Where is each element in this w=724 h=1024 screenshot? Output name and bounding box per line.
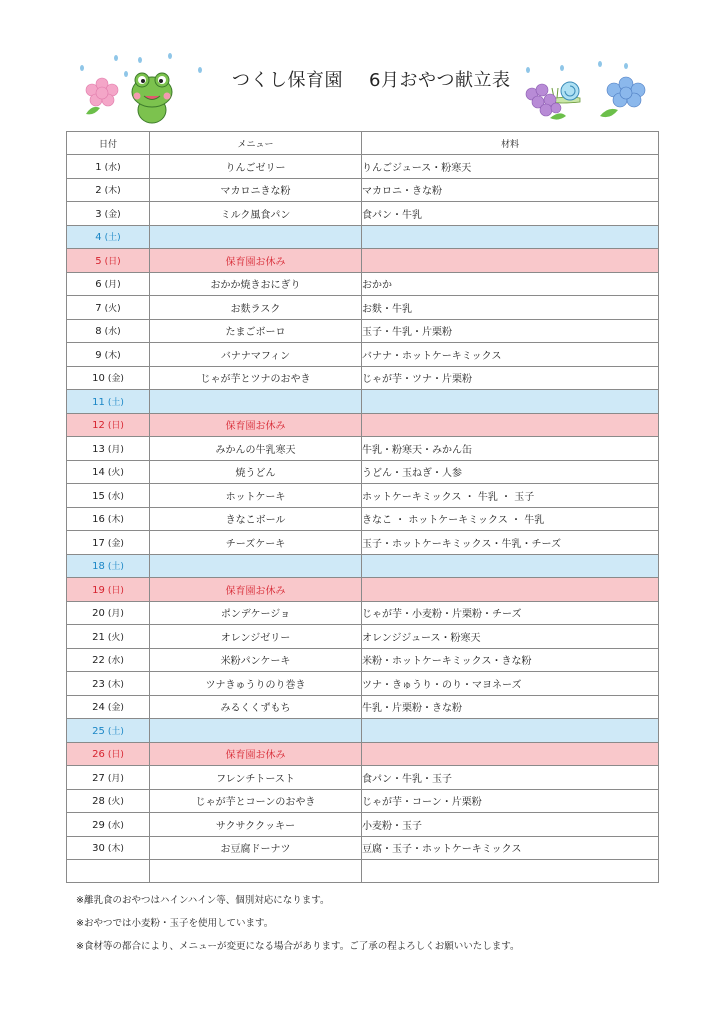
- date-cell: [67, 413, 150, 437]
- materials-cell: [362, 413, 659, 437]
- date-cell: [67, 319, 150, 343]
- day-of-week: (月): [107, 609, 124, 620]
- table-row: [67, 695, 659, 719]
- menu-cell: フレンチトースト: [150, 766, 362, 790]
- menu-cell: [150, 225, 362, 249]
- date-cell: [67, 719, 150, 743]
- menu-cell: 保育園お休み: [150, 413, 362, 437]
- materials-cell: お麩・牛乳: [362, 296, 659, 320]
- table-row: [67, 413, 659, 437]
- materials-cell: きなこ ・ ホットケーキミックス ・ 牛乳: [362, 507, 659, 531]
- date-cell: [67, 648, 150, 672]
- date-cell: [67, 460, 150, 484]
- table-row: [67, 742, 659, 766]
- menu-cell: ポンデケージョ: [150, 601, 362, 625]
- menu-cell: きなこボール: [150, 507, 362, 531]
- note-line: ※食材等の都合により、メニューが変更になる場合があります。ご了承の程よろしくお願いいたします。: [76, 941, 520, 952]
- menu-cell: 保育園お休み: [150, 249, 362, 273]
- menu-cell: 保育園お休み: [150, 742, 362, 766]
- date-cell: [67, 578, 150, 602]
- day-number: 3: [95, 208, 102, 220]
- table-body: [67, 155, 659, 883]
- materials-cell: じゃが芋・ツナ・片栗粉: [362, 366, 659, 390]
- materials-cell: [362, 719, 659, 743]
- date-cell: [67, 437, 150, 461]
- table-row: [67, 507, 659, 531]
- date-cell: [67, 695, 150, 719]
- date-cell: [67, 366, 150, 390]
- table-row: [67, 648, 659, 672]
- table-header-row: [67, 132, 659, 155]
- menu-cell: ミルク風食パン: [150, 202, 362, 226]
- date-cell: [67, 766, 150, 790]
- note-line: ※離乳食のおやつはハインハイン等、個別対応になります。: [76, 895, 330, 906]
- empty-cell: [362, 860, 659, 883]
- menu-cell: じゃが芋とコーンのおやき: [150, 789, 362, 813]
- day-number: 20: [92, 608, 105, 620]
- date-cell: [67, 390, 150, 414]
- day-of-week: (月): [104, 280, 121, 291]
- date-cell: [67, 813, 150, 837]
- blank-row: [67, 860, 659, 883]
- materials-cell: バナナ・ホットケーキミックス: [362, 343, 659, 367]
- materials-cell: [362, 578, 659, 602]
- date-cell: [67, 531, 150, 555]
- materials-cell: 玉子・牛乳・片栗粉: [362, 319, 659, 343]
- table-row: [67, 155, 659, 179]
- materials-cell: 豆腐・玉子・ホットケーキミックス: [362, 836, 659, 860]
- day-of-week: (火): [107, 797, 124, 808]
- date-cell: [67, 343, 150, 367]
- day-of-week: (土): [107, 397, 124, 408]
- materials-cell: 食パン・牛乳・玉子: [362, 766, 659, 790]
- menu-cell: オレンジゼリー: [150, 625, 362, 649]
- materials-cell: [362, 390, 659, 414]
- date-cell: [67, 249, 150, 273]
- empty-cell: [67, 860, 150, 883]
- day-of-week: (木): [107, 679, 124, 690]
- materials-cell: [362, 225, 659, 249]
- table-row: [67, 319, 659, 343]
- table-row: [67, 178, 659, 202]
- materials-cell: [362, 742, 659, 766]
- day-number: 19: [92, 584, 105, 596]
- day-number: 16: [92, 514, 105, 526]
- day-of-week: (月): [107, 444, 124, 455]
- menu-cell: たまごボーロ: [150, 319, 362, 343]
- header-date: 日付: [67, 132, 150, 155]
- day-of-week: (土): [107, 562, 124, 573]
- day-of-week: (水): [107, 656, 124, 667]
- day-of-week: (木): [107, 515, 124, 526]
- table-row: [67, 296, 659, 320]
- day-of-week: (日): [107, 750, 124, 761]
- day-of-week: (土): [107, 726, 124, 737]
- menu-cell: ホットケーキ: [150, 484, 362, 508]
- menu-cell: じゃが芋とツナのおやき: [150, 366, 362, 390]
- table-row: [67, 766, 659, 790]
- day-of-week: (水): [104, 327, 121, 338]
- date-cell: [67, 836, 150, 860]
- materials-cell: マカロニ・きな粉: [362, 178, 659, 202]
- day-of-week: (金): [107, 703, 124, 714]
- day-of-week: (水): [104, 162, 121, 173]
- materials-cell: うどん・玉ねぎ・人参: [362, 460, 659, 484]
- day-number: 22: [92, 655, 105, 667]
- day-of-week: (木): [104, 350, 121, 361]
- day-number: 29: [92, 819, 105, 831]
- table-row: [67, 202, 659, 226]
- day-of-week: (水): [107, 820, 124, 831]
- table-row: [67, 719, 659, 743]
- menu-cell: お豆腐ドーナツ: [150, 836, 362, 860]
- materials-cell: 米粉・ホットケーキミックス・きな粉: [362, 648, 659, 672]
- day-of-week: (日): [107, 421, 124, 432]
- day-of-week: (日): [107, 585, 124, 596]
- table-row: [67, 343, 659, 367]
- purple-hydrangea-icon: [520, 80, 570, 122]
- day-number: 5: [95, 255, 102, 267]
- menu-cell: 米粉パンケーキ: [150, 648, 362, 672]
- materials-cell: おかか: [362, 272, 659, 296]
- day-number: 1: [95, 161, 102, 173]
- day-of-week: (金): [104, 209, 121, 220]
- day-number: 30: [92, 843, 105, 855]
- materials-cell: 小麦粉・玉子: [362, 813, 659, 837]
- day-of-week: (土): [104, 233, 121, 244]
- notes: [76, 889, 519, 958]
- menu-cell: りんごゼリー: [150, 155, 362, 179]
- day-number: 11: [92, 396, 105, 408]
- header-materials: 材料: [362, 132, 659, 155]
- table-row: [67, 437, 659, 461]
- table-row: [67, 249, 659, 273]
- materials-cell: オレンジジュース・粉寒天: [362, 625, 659, 649]
- materials-cell: じゃが芋・小麦粉・片栗粉・チーズ: [362, 601, 659, 625]
- day-number: 2: [95, 185, 102, 197]
- menu-cell: [150, 554, 362, 578]
- day-number: 9: [95, 349, 102, 361]
- table-row: [67, 813, 659, 837]
- day-number: 23: [92, 678, 105, 690]
- materials-cell: [362, 249, 659, 273]
- menu-cell: ツナきゅうりのり巻き: [150, 672, 362, 696]
- day-number: 6: [95, 279, 102, 291]
- table-row: [67, 601, 659, 625]
- day-of-week: (日): [104, 256, 121, 267]
- date-cell: [67, 507, 150, 531]
- menu-cell: みかんの牛乳寒天: [150, 437, 362, 461]
- empty-cell: [150, 860, 362, 883]
- menu-cell: サクサククッキー: [150, 813, 362, 837]
- date-cell: [67, 272, 150, 296]
- pink-hydrangea-icon: [78, 74, 126, 118]
- menu-cell: お麩ラスク: [150, 296, 362, 320]
- day-number: 4: [95, 232, 102, 244]
- date-cell: [67, 484, 150, 508]
- page-title: [232, 66, 510, 92]
- menu-cell: みるくくずもち: [150, 695, 362, 719]
- day-of-week: (金): [107, 538, 124, 549]
- menu-cell: おかか焼きおにぎり: [150, 272, 362, 296]
- day-number: 21: [92, 631, 105, 643]
- day-number: 24: [92, 702, 105, 714]
- day-of-week: (木): [107, 844, 124, 855]
- menu-cell: バナナマフィン: [150, 343, 362, 367]
- note-line: ※おやつでは小麦粉・玉子を使用しています。: [76, 918, 274, 929]
- date-cell: [67, 155, 150, 179]
- materials-cell: 牛乳・片栗粉・きな粉: [362, 695, 659, 719]
- date-cell: [67, 742, 150, 766]
- date-cell: [67, 225, 150, 249]
- table-row: [67, 554, 659, 578]
- materials-cell: ツナ・きゅうり・のり・マヨネーズ: [362, 672, 659, 696]
- table-row: [67, 789, 659, 813]
- day-of-week: (火): [107, 468, 124, 479]
- day-of-week: (火): [107, 632, 124, 643]
- frog-icon: [128, 70, 176, 126]
- day-number: 14: [92, 467, 105, 479]
- table-row: [67, 460, 659, 484]
- blue-hydrangea-icon: [596, 72, 652, 120]
- day-number: 15: [92, 490, 105, 502]
- day-number: 8: [95, 326, 102, 338]
- day-number: 12: [92, 420, 105, 432]
- date-cell: [67, 554, 150, 578]
- snack-menu-table: [66, 131, 659, 883]
- table-row: [67, 366, 659, 390]
- table-row: [67, 225, 659, 249]
- materials-cell: [362, 554, 659, 578]
- menu-cell: チーズケーキ: [150, 531, 362, 555]
- day-number: 7: [95, 302, 102, 314]
- table-row: [67, 672, 659, 696]
- materials-cell: 食パン・牛乳: [362, 202, 659, 226]
- header: [0, 0, 724, 130]
- title-menu-name: 6月おやつ献立表: [369, 70, 511, 91]
- date-cell: [67, 672, 150, 696]
- menu-cell: [150, 719, 362, 743]
- menu-cell: 保育園お休み: [150, 578, 362, 602]
- menu-cell: マカロニきな粉: [150, 178, 362, 202]
- date-cell: [67, 601, 150, 625]
- materials-cell: りんごジュース・粉寒天: [362, 155, 659, 179]
- table-row: [67, 272, 659, 296]
- day-number: 26: [92, 749, 105, 761]
- title-nursery-name: つくし保育園: [232, 70, 343, 91]
- day-of-week: (金): [107, 374, 124, 385]
- table-row: [67, 836, 659, 860]
- table-row: [67, 625, 659, 649]
- table-row: [67, 578, 659, 602]
- materials-cell: 玉子・ホットケーキミックス・牛乳・チーズ: [362, 531, 659, 555]
- materials-cell: 牛乳・粉寒天・みかん缶: [362, 437, 659, 461]
- day-number: 13: [92, 443, 105, 455]
- table-row: [67, 531, 659, 555]
- day-number: 18: [92, 561, 105, 573]
- materials-cell: ホットケーキミックス ・ 牛乳 ・ 玉子: [362, 484, 659, 508]
- table-row: [67, 484, 659, 508]
- day-of-week: (水): [107, 491, 124, 502]
- day-number: 17: [92, 537, 105, 549]
- table-row: [67, 390, 659, 414]
- date-cell: [67, 625, 150, 649]
- materials-cell: じゃが芋・コーン・片栗粉: [362, 789, 659, 813]
- day-of-week: (木): [104, 186, 121, 197]
- day-of-week: (月): [107, 773, 124, 784]
- date-cell: [67, 789, 150, 813]
- day-number: 25: [92, 725, 105, 737]
- date-cell: [67, 296, 150, 320]
- header-menu: メニュー: [150, 132, 362, 155]
- date-cell: [67, 202, 150, 226]
- menu-cell: [150, 390, 362, 414]
- day-of-week: (火): [104, 303, 121, 314]
- day-number: 10: [92, 373, 105, 385]
- day-number: 28: [92, 796, 105, 808]
- date-cell: [67, 178, 150, 202]
- menu-cell: 焼うどん: [150, 460, 362, 484]
- day-number: 27: [92, 772, 105, 784]
